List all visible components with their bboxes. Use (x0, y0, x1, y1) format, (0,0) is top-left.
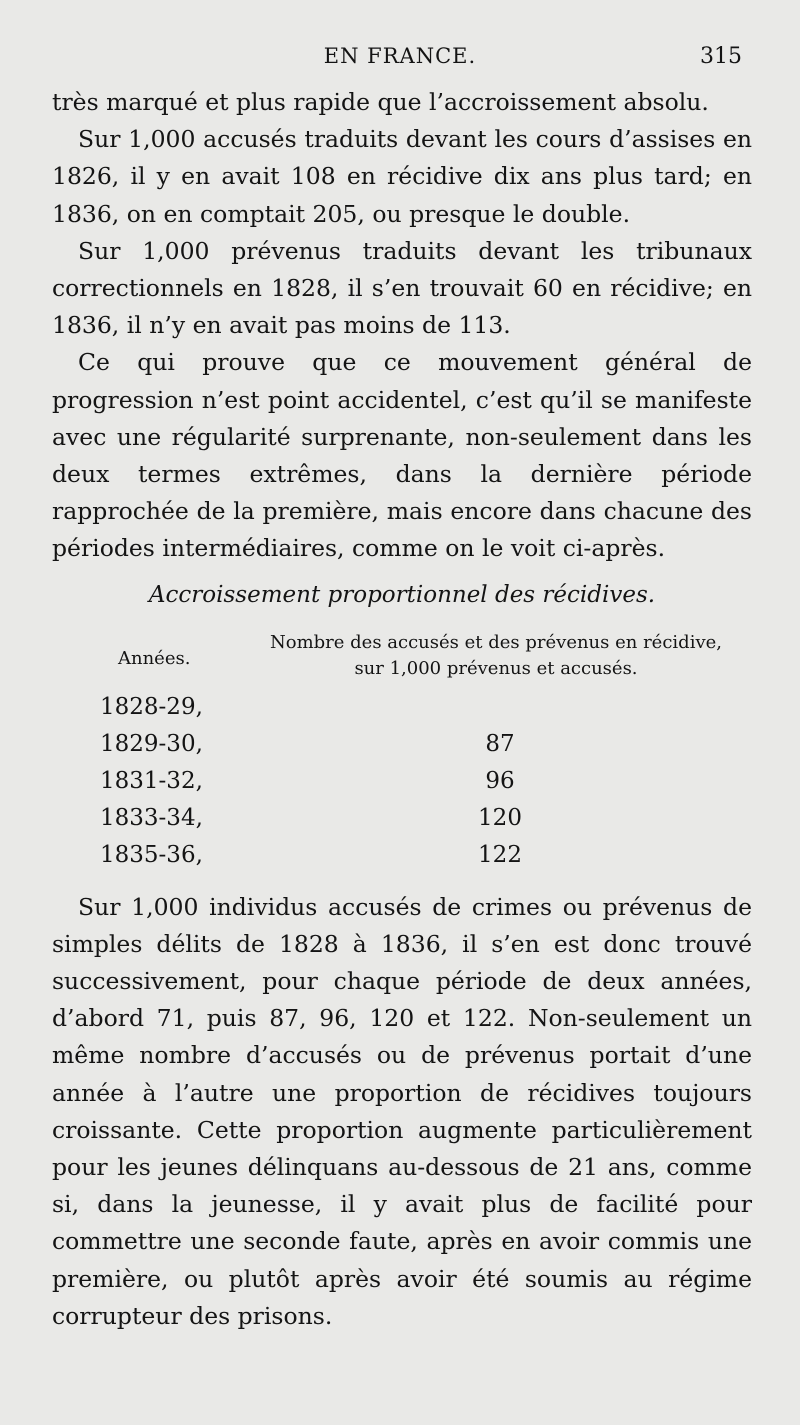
table-row (52, 805, 752, 842)
row-year: 1828-29, (100, 693, 203, 720)
row-value: 87 (485, 730, 515, 757)
body-text (52, 84, 752, 1335)
row-value: 96 (485, 767, 515, 794)
table-row (52, 768, 752, 805)
paragraph: Ce qui prouve que ce mouvement général de progression n’est point accidentel, c’est qu’il se manifeste avec une régularité surprenante, non-seulement dans les deux termes extrêmes, dans la dernière période rapprochée de la première, mais encore dans chacune des périodes intermédiaires, comme on le voit ci-après. (52, 348, 752, 563)
row-year: 1831-32, (100, 767, 203, 794)
years-column-header: Années. (118, 647, 191, 669)
row-year: 1835-36, (100, 841, 203, 868)
row-year: 1829-30, (100, 730, 203, 757)
running-title: EN FRANCE. (323, 44, 477, 68)
table-row (52, 694, 752, 731)
values-column-header (236, 630, 756, 682)
page-number: 315 (700, 44, 742, 69)
table-header (52, 630, 752, 688)
table-row (52, 731, 752, 768)
table-body (52, 694, 752, 879)
values-header-line: sur 1,000 prévenus et accusés. (354, 657, 638, 679)
paragraph: Sur 1,000 accusés traduits devant les cours d’assises en 1826, il y en avait 108 en récidive dix ans plus tard; en 1836, on en comptait 205, ou presque le double. (52, 125, 752, 228)
paragraph: Sur 1,000 individus accusés de crimes ou prévenus de simples délits de 1828 à 1836, il s’en est donc trouvé successivement, pour chaque période de deux années, d’abord 71, puis 87, 96, 120 et 122. Non-seulement un même nombre d’accusés ou de prévenus portait d’une année à l’autre une proportion de récidives toujours croissante. Cette proportion augmente particulièrement pour les jeunes délinquans au-dessous de 21 ans, comme si, dans la jeunesse, il y avait plus de facilité pour commettre une seconde faute, après en avoir commis une première, ou plutôt après avoir été soumis au régime corrupteur des prisons. (52, 892, 752, 1330)
row-year: 1833-34, (100, 804, 203, 831)
values-header-line: Nombre des accusés et des prévenus en récidive, (270, 631, 722, 653)
table-title: Accroissement proportionnel des récidives. (148, 581, 656, 608)
paragraph: très marqué et plus rapide que l’accroissement absolu. (52, 88, 709, 116)
paragraph: Sur 1,000 prévenus traduits devant les tribunaux correctionnels en 1828, il s’en trouvait 60 en récidive; en 1836, il n’y en avait pas moins de 113. (52, 236, 752, 340)
row-value: 120 (478, 804, 522, 831)
table-row (52, 842, 752, 879)
row-value: 122 (478, 841, 522, 868)
running-head (0, 44, 800, 74)
